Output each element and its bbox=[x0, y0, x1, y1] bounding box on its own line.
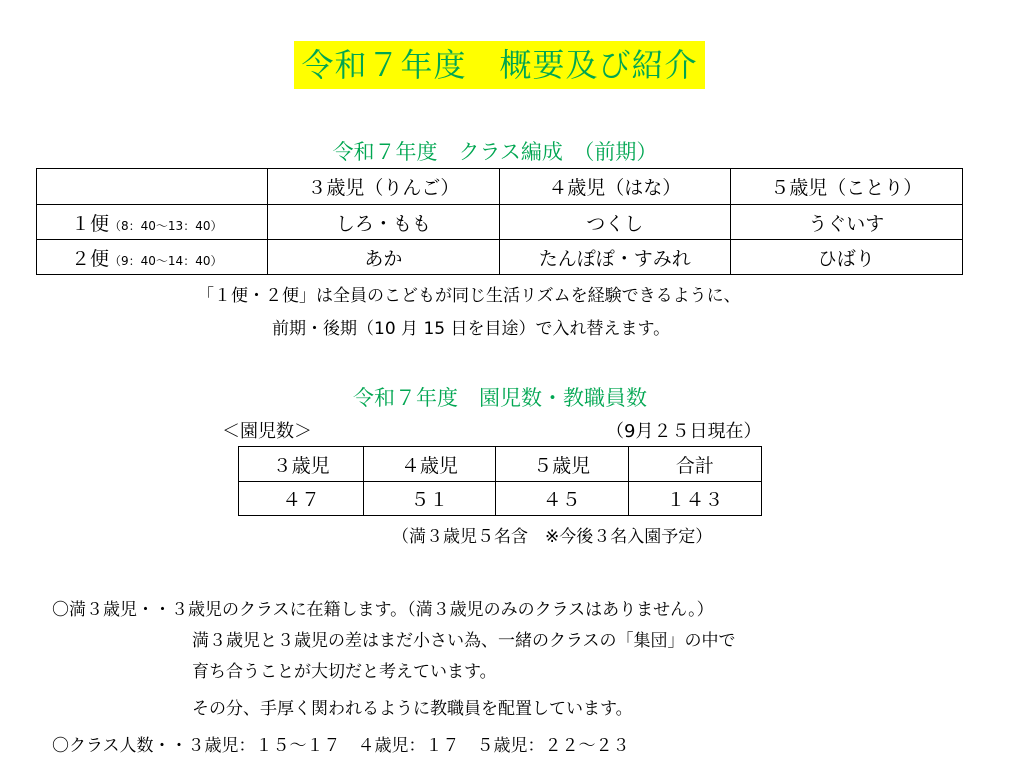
info-line4: その分、手厚く関われるように教職員を配置しています。 bbox=[192, 699, 633, 719]
class-cell: あか bbox=[267, 240, 499, 275]
info-line1: 〇満３歳児・・３歳児のクラスに在籍します。（満３歳児のみのクラスはありません。） bbox=[52, 600, 714, 620]
class-cell: ひばり bbox=[730, 240, 962, 275]
count-date-label: （9月２５日現在） bbox=[606, 421, 762, 442]
count-cell: １４３ bbox=[628, 482, 761, 516]
count-footnote: （満３歳児５名含 ※今後３名入園予定） bbox=[392, 527, 713, 547]
class-cell: しろ・もも bbox=[267, 205, 499, 240]
table-row bbox=[37, 205, 963, 240]
class-note-line2: 前期・後期（10 月 15 日を目途）で入れ替えます。 bbox=[272, 319, 671, 339]
class-header-age3: ３歳児（りんご） bbox=[267, 169, 499, 205]
count-section-title: 令和７年度 園児数・教職員数 bbox=[353, 386, 647, 410]
class-cell: たんぽぽ・すみれ bbox=[500, 240, 730, 275]
count-table bbox=[238, 446, 762, 516]
bin-label: １便 bbox=[71, 212, 110, 235]
row-label-bin2 bbox=[37, 240, 268, 275]
info-line2: 満３歳児と３歳児の差はまだ小さい為、一緒のクラスの「集団」の中で bbox=[192, 631, 736, 651]
count-header-age5: ５歳児 bbox=[495, 447, 628, 482]
count-header-total: 合計 bbox=[628, 447, 761, 482]
class-table-header-row bbox=[37, 169, 963, 205]
page-title: 令和７年度 概要及び紹介 bbox=[294, 41, 705, 89]
count-cell: ５１ bbox=[364, 482, 495, 516]
bin-label: ２便 bbox=[71, 247, 110, 270]
info-line5: 〇クラス人数・・３歳児：１５～１７ ４歳児：１７ ５歳児：２２～２３ bbox=[52, 736, 630, 756]
class-table bbox=[36, 168, 963, 275]
class-header-age4: ４歳児（はな） bbox=[500, 169, 730, 205]
count-left-label: ＜園児数＞ bbox=[222, 421, 312, 442]
class-header-age5: ５歳児（ことり） bbox=[730, 169, 962, 205]
class-section-title: 令和７年度 クラス編成 （前期） bbox=[332, 140, 658, 164]
bin-time: （9：40～14：40） bbox=[109, 253, 223, 268]
count-cell: ４５ bbox=[495, 482, 628, 516]
count-cell: ４７ bbox=[239, 482, 364, 516]
class-cell: うぐいす bbox=[730, 205, 962, 240]
table-row bbox=[239, 482, 762, 516]
class-header-blank bbox=[37, 169, 268, 205]
count-table-header-row bbox=[239, 447, 762, 482]
info-line3: 育ち合うことが大切だと考えています。 bbox=[192, 662, 497, 682]
count-header-age3: ３歳児 bbox=[239, 447, 364, 482]
class-cell: つくし bbox=[500, 205, 730, 240]
count-header-age4: ４歳児 bbox=[364, 447, 495, 482]
table-row bbox=[37, 240, 963, 275]
bin-time: （8：40～13：40） bbox=[109, 218, 223, 233]
row-label-bin1 bbox=[37, 205, 268, 240]
class-note-line1: 「１便・２便」は全員のこどもが同じ生活リズムを経験できるように、 bbox=[197, 286, 741, 306]
